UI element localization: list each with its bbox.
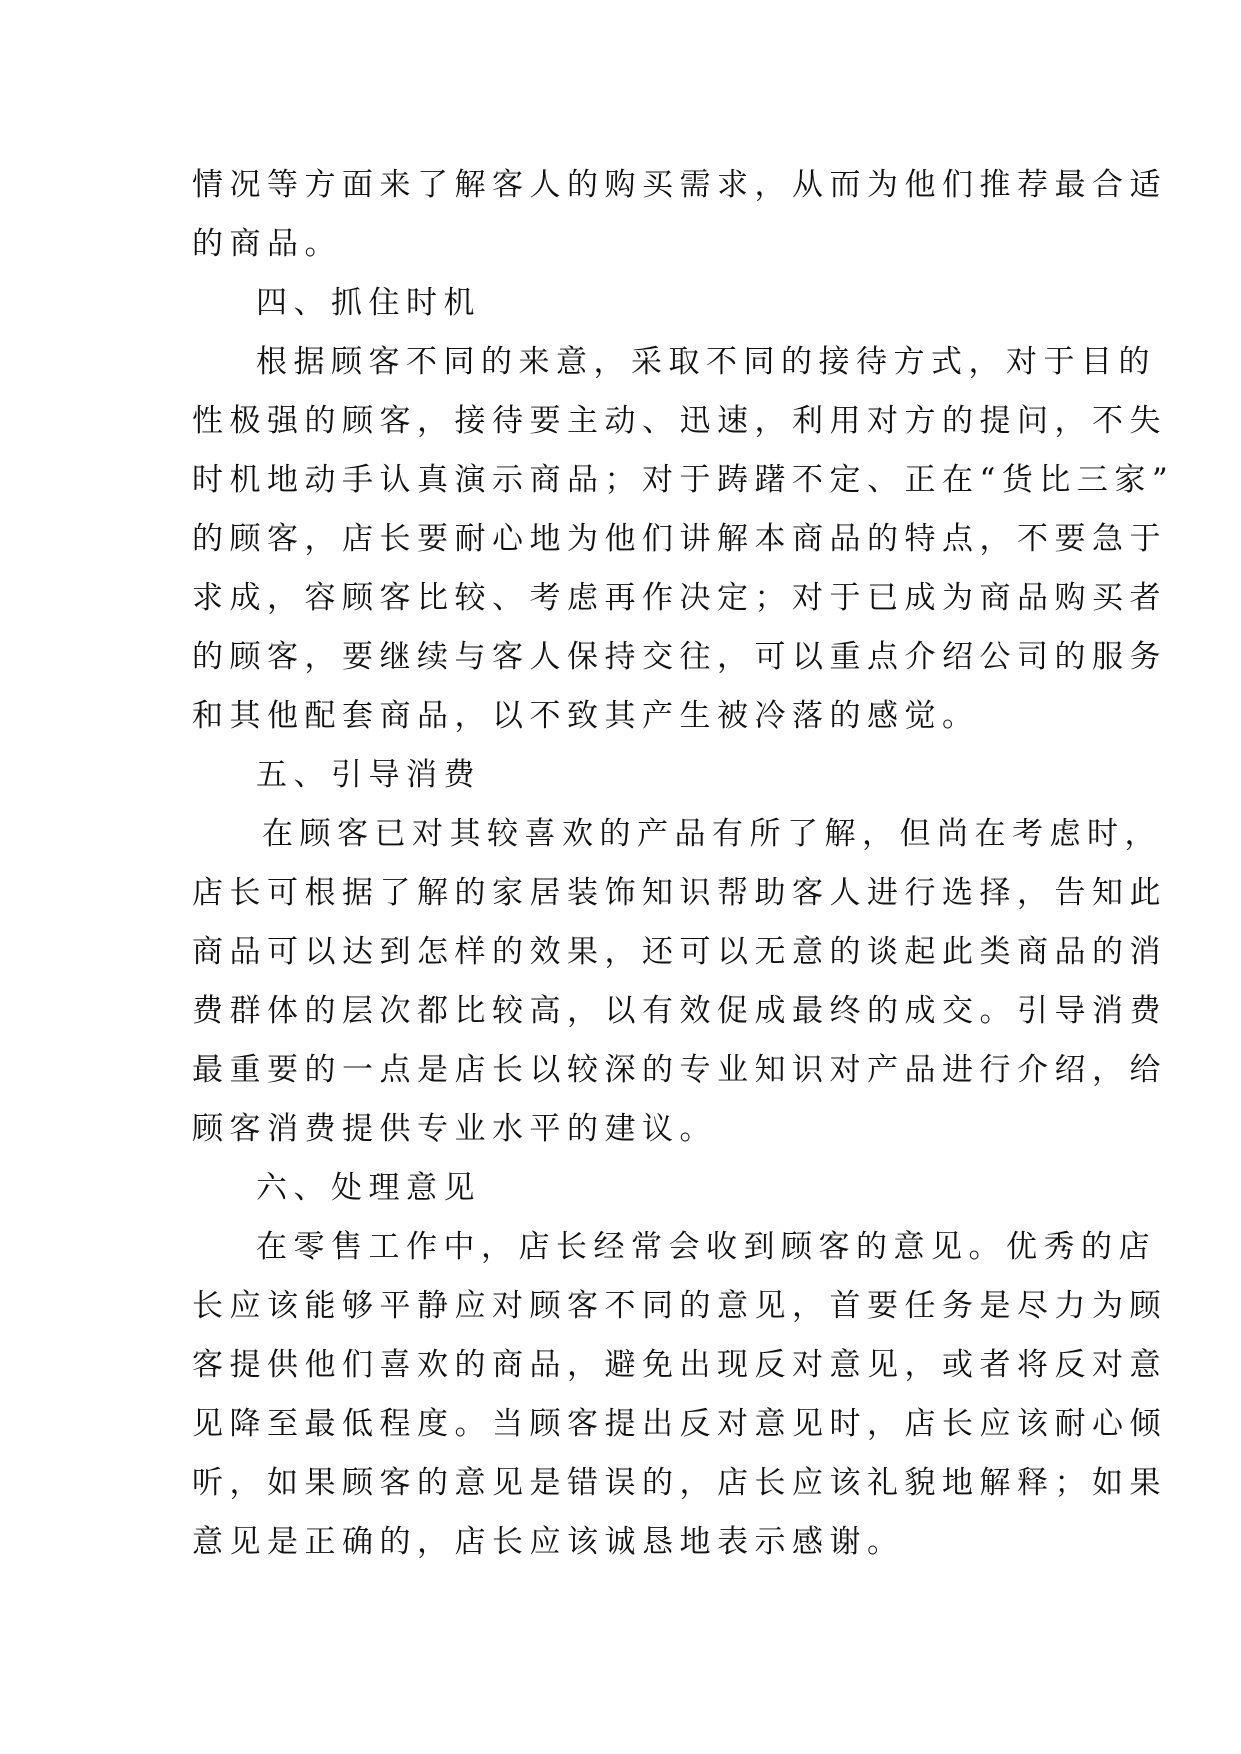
- paragraph-line: 的顾客，店长要耐心地为他们讲解本商品的特点，不要急于: [192, 521, 1167, 557]
- document-body: [192, 156, 1175, 1572]
- paragraph-line: 在顾客已对其较喜欢的产品有所了解，但尚在考虑时，: [262, 816, 1162, 852]
- paragraph-line: 情况等方面来了解客人的购买需求，从而为他们推荐最合适: [192, 167, 1167, 203]
- paragraph-line: 根据顾客不同的来意，采取不同的接待方式，对于目的: [256, 344, 1156, 380]
- section-heading-four: 四、抓住时机: [256, 285, 481, 321]
- paragraph-line: 长应该能够平静应对顾客不同的意见，首要任务是尽力为顾: [192, 1288, 1167, 1324]
- paragraph-line: 时机地动手认真演示商品；对于踌躇不定、正在“货比三家”: [192, 462, 1175, 498]
- paragraph-line: 费群体的层次都比较高，以有效促成最终的成交。引导消费: [192, 993, 1167, 1029]
- section-heading-five: 五、引导消费: [256, 757, 481, 793]
- paragraph-line: 顾客消费提供专业水平的建议。: [192, 1111, 717, 1147]
- paragraph-line: 商品可以达到怎样的效果，还可以无意的谈起此类商品的消: [192, 934, 1167, 970]
- paragraph-line: 意见是正确的，店长应该诚恳地表示感谢。: [192, 1524, 905, 1560]
- paragraph-line: 求成，容顾客比较、考虑再作决定；对于已成为商品购买者: [192, 580, 1167, 616]
- paragraph-line: 最重要的一点是店长以较深的专业知识对产品进行介绍，给: [192, 1052, 1167, 1088]
- paragraph-line: 和其他配套商品，以不致其产生被冷落的感觉。: [192, 698, 980, 734]
- paragraph-line: 见降至最低程度。当顾客提出反对意见时，店长应该耐心倾: [192, 1406, 1167, 1442]
- paragraph-line: 在零售工作中，店长经常会收到顾客的意见。优秀的店: [256, 1229, 1156, 1265]
- section-heading-six: 六、处理意见: [256, 1170, 481, 1206]
- paragraph-line: 的商品。: [192, 226, 342, 262]
- paragraph-line: 的顾客，要继续与客人保持交往，可以重点介绍公司的服务: [192, 639, 1167, 675]
- paragraph-line: 听，如果顾客的意见是错误的，店长应该礼貌地解释；如果: [192, 1465, 1167, 1501]
- paragraph-line: 性极强的顾客，接待要主动、迅速，利用对方的提问，不失: [192, 403, 1167, 439]
- paragraph-line: 店长可根据了解的家居装饰知识帮助客人进行选择，告知此: [192, 875, 1167, 911]
- paragraph-line: 客提供他们喜欢的商品，避免出现反对意见，或者将反对意: [192, 1347, 1167, 1383]
